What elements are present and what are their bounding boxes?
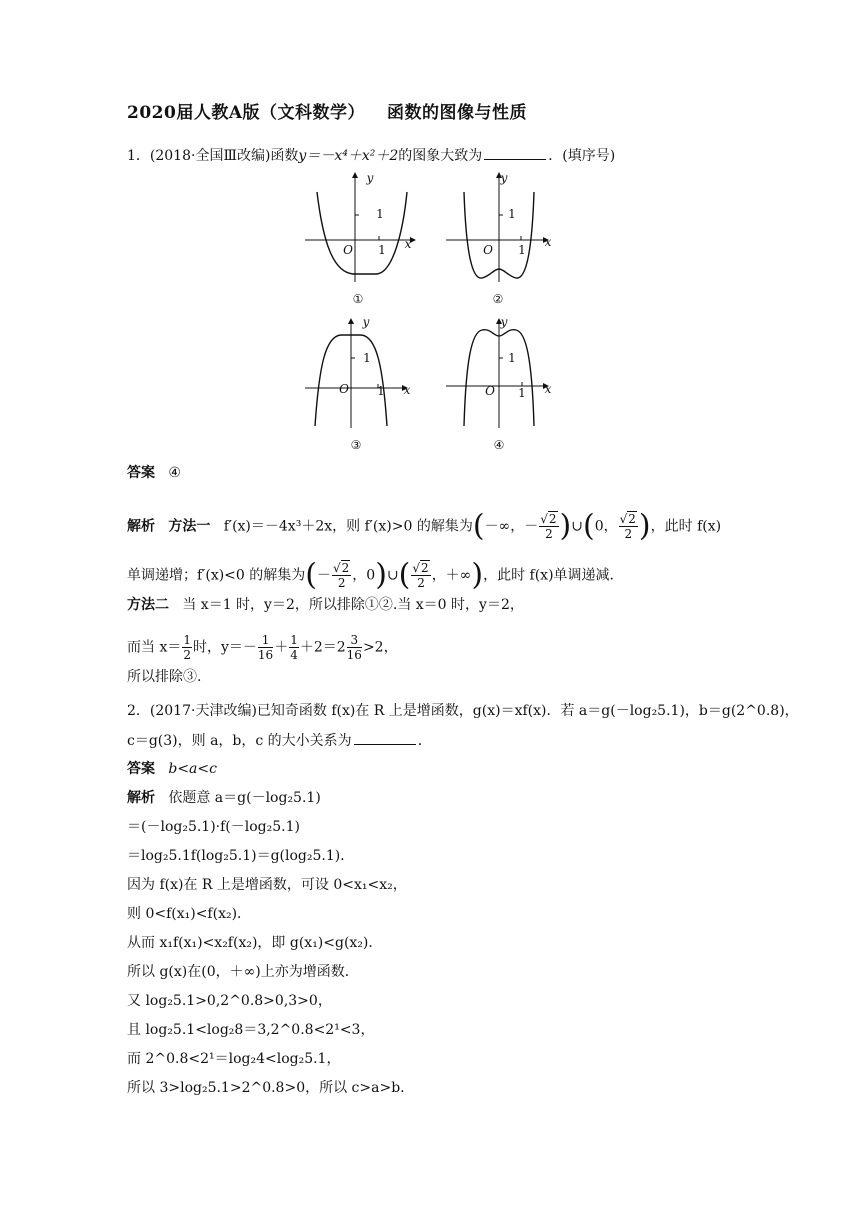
graph-option-1: y 1 O 1 x ① bbox=[305, 172, 420, 284]
title-right: 函数的图像与性质 bbox=[387, 103, 528, 123]
page-title bbox=[127, 103, 527, 123]
q2-step-7: 所以 g(x)在(0，＋∞)上亦为增函数． bbox=[127, 964, 359, 980]
q1-method2-line3: 所以排除③. bbox=[127, 669, 202, 685]
q2-step-9: 且 log₂5.1<log₂8＝3,2^0.8<2¹<3， bbox=[127, 1022, 375, 1038]
q2-step-1: 解析 依题意 a＝g(－log₂5.1) bbox=[127, 790, 321, 806]
q1-method2-line2: 而当 x＝ $\frac{1}{2}$ 时，y＝－ $\frac{1}{16}$ ＋ $\frac{1}{4}$ ＋2＝2 $\frac{3}{16}$ >2， bbox=[127, 633, 398, 662]
q2-step-8: 又 log₂5.1>0,2^0.8>0,3>0， bbox=[127, 993, 332, 1009]
q2-step-5: 则 0<f(x₁)<f(x₂)． bbox=[127, 906, 252, 922]
graph-3-svg bbox=[305, 318, 420, 430]
graph-1-svg bbox=[305, 172, 420, 284]
q1-answer-value: ④ bbox=[168, 465, 181, 481]
q1-stem: 1．(2018·全国Ⅲ改编)函数y＝－x⁴＋x²＋2的图象大致为 ．(填序号) bbox=[127, 145, 615, 166]
q2-step-3: ＝log₂5.1f(log₂5.1)＝g(log₂5.1)． bbox=[127, 848, 355, 864]
q1-method1-line2: 单调递增；f′(x)<0 的解集为(－ $\frac{√2}{2}$ ，0)∪( $\frac{√2}{2}$ ，＋∞)，此时 f(x)单调递减． bbox=[127, 557, 624, 593]
graph-option-2: y 1 O 1 x ② bbox=[446, 172, 561, 284]
q2-step-2: ＝(－log₂5.1)·f(－log₂5.1) bbox=[127, 819, 300, 835]
graph-option-3: y 1 O 1 x ③ bbox=[305, 318, 420, 430]
graph-4-label: ④ bbox=[493, 438, 505, 452]
q1-method1-line1: 解析 方法一 f′(x)＝－4x³＋2x，则 f′(x)>0 的解集为(－∞，－ $\frac{√2}{2}$ )∪(0， $\frac{√2}{2}$ )，此时 f(x) bbox=[127, 508, 722, 544]
q1-method2-line1: 方法二 当 x＝1 时，y＝2，所以排除①②.当 x＝0 时，y＝2， bbox=[127, 597, 524, 613]
q2-answer-blank bbox=[354, 730, 416, 745]
graph-4-svg bbox=[446, 318, 561, 430]
q2-answer: 答案 b<a<c bbox=[127, 761, 217, 777]
graph-option-4: y 1 O 1 x ④ bbox=[446, 318, 561, 430]
q2-step-4: 因为 f(x)在 R 上是增函数，可设 0<x₁<x₂， bbox=[127, 877, 407, 893]
q2-stem-line2: c＝g(3)，则 a，b，c 的大小关系为 ． bbox=[127, 730, 432, 751]
q1-function: y＝－x⁴＋x²＋2 bbox=[298, 148, 399, 164]
q2-stem-line1: 2．(2017·天津改编)已知奇函数 f(x)在 R 上是增函数，g(x)＝xf(x)．若 a＝g(－log₂5.1)，b＝g(2^0.8)， bbox=[127, 703, 799, 719]
graph-1-label: ① bbox=[352, 292, 364, 306]
q2-step-10: 而 2^0.8<2¹＝log₂4<log₂5.1， bbox=[127, 1051, 341, 1067]
graph-3-label: ③ bbox=[350, 438, 362, 452]
q1-answer-blank bbox=[484, 145, 546, 160]
q2-step-11: 所以 3>log₂5.1>2^0.8>0，所以 c>a>b. bbox=[127, 1080, 405, 1096]
q2-answer-value: b<a<c bbox=[168, 761, 217, 777]
title-left: 2020届人教A版（文科数学） bbox=[127, 103, 366, 123]
graph-2-svg bbox=[446, 172, 561, 284]
q2-step-6: 从而 x₁f(x₁)<x₂f(x₂)，即 g(x₁)<g(x₂)． bbox=[127, 935, 383, 951]
graph-2-label: ② bbox=[492, 292, 504, 306]
q1-answer: 答案 ④ bbox=[127, 465, 181, 481]
